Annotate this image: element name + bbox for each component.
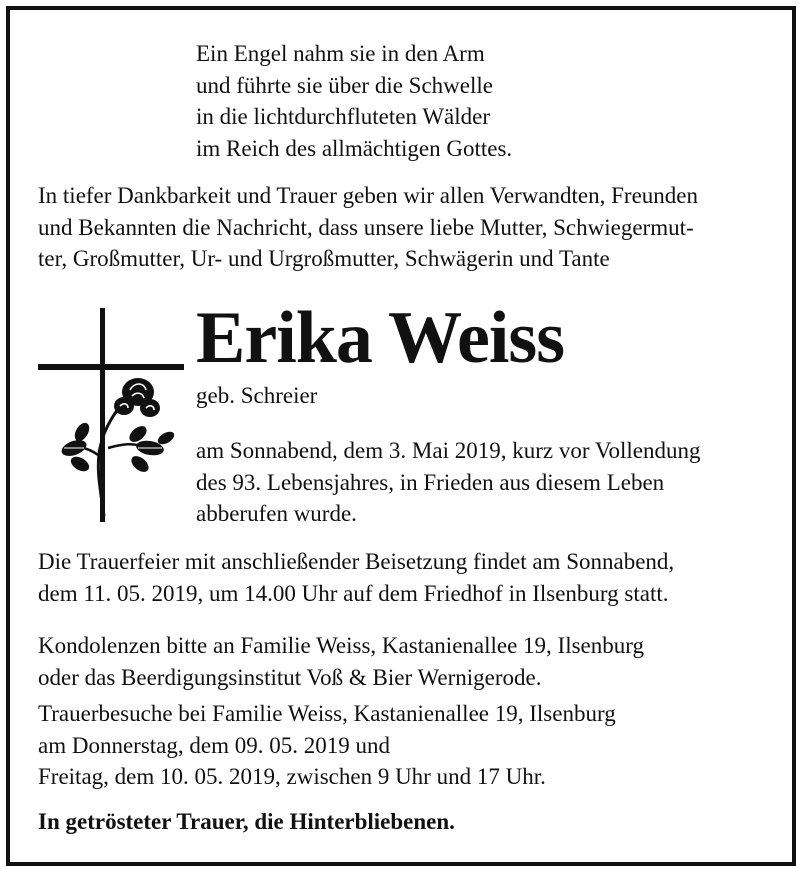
deceased-name: Erika Weiss: [196, 297, 564, 379]
funeral-line: dem 11. 05. 2019, um 14.00 Uhr auf dem Friedhof in Ilsenburg statt.: [38, 580, 669, 606]
visits-line: Freitag, dem 10. 05. 2019, zwischen 9 Uhr und 17 Uhr.: [38, 764, 546, 789]
funeral-line: Die Trauerfeier mit anschließender Beisetzung findet am Sonnabend,: [38, 549, 675, 574]
condolences-paragraph: [38, 630, 768, 693]
poem-line: und führte sie über die Schwelle: [196, 72, 493, 98]
poem-line: Ein Engel nahm sie in den Arm: [196, 41, 485, 66]
funeral-paragraph: [38, 546, 768, 609]
death-line: abberufen wurde.: [196, 501, 357, 526]
death-line: des 93. Lebensjahres, in Frieden aus diesem Leben: [196, 469, 665, 495]
death-line: am Sonnabend, dem 3. Mai 2019, kurz vor Vollendung: [196, 438, 701, 463]
maiden-name: geb. Schreier: [196, 383, 318, 408]
poem-line: im Reich des allmächtigen Gottes.: [196, 135, 513, 161]
intro-line: ter, Großmutter, Ur- und Urgroßmutter, Schwägerin und Tante: [38, 246, 610, 271]
obituary-notice: [6, 6, 796, 866]
intro-paragraph: [38, 180, 768, 275]
poem-line: in die lichtdurchfluteten Wälder: [196, 104, 490, 129]
closing-line: In getrösteter Trauer, die Hinterbliebenen.: [38, 809, 455, 834]
intro-line: In tiefer Dankbarkeit und Trauer geben wir allen Verwandten, Freunden: [38, 183, 698, 208]
condolences-line: oder das Beerdigungsinstitut Voß & Bier Wernigerode.: [38, 664, 542, 690]
condolences-line: Kondolenzen bitte an Familie Weiss, Kastanienallee 19, Ilsenburg: [38, 633, 645, 658]
visits-paragraph: [38, 698, 768, 793]
intro-line: und Bekannten die Nachricht, dass unsere liebe Mutter, Schwiegermut-: [38, 214, 694, 240]
visits-line: Trauerbesuche bei Familie Weiss, Kastanienallee 19, Ilsenburg: [38, 701, 616, 726]
visits-line: am Donnerstag, dem 09. 05. 2019 und: [38, 732, 390, 758]
poem: [196, 38, 716, 164]
death-notice: [196, 435, 700, 530]
cross-with-rose-icon: [38, 308, 184, 524]
